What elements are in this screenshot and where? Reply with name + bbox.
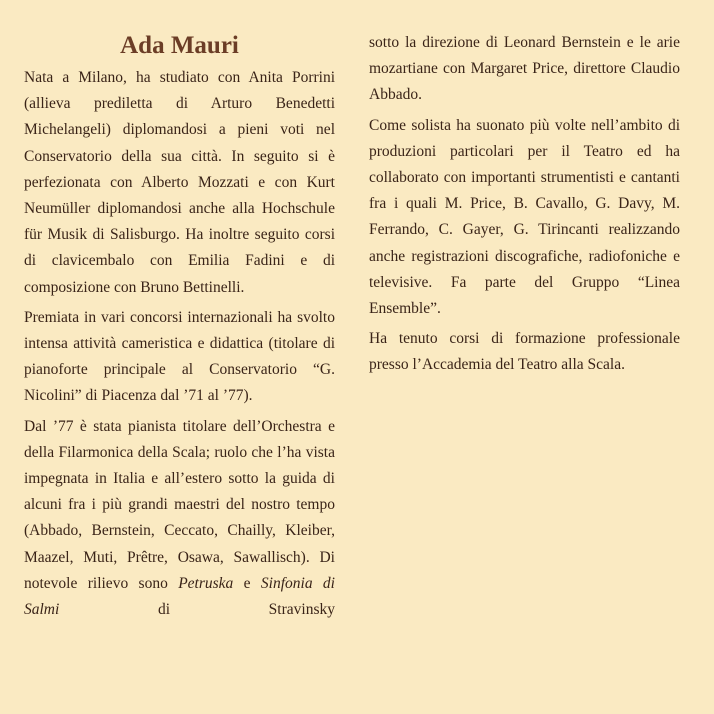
bio-paragraph-4: sotto la direzione di Leonard Bernstein e le arie mozartiane con Margaret Price, direttore Claudio Abbado.: [369, 34, 680, 104]
bio-paragraph-1: Nata a Milano, ha studiato con Anita Porrini (allieva prediletta di Arturo Benedetti Michelangeli) diplomandosi a pieni voti nel Conservatorio della sua città. In seguito si è perfezionata con Alberto Mozzati e con Kurt Neumüller diplomandosi anche alla Hochschule für Musik di Salisburgo. Ha inoltre seguito corsi di clavicembalo con Emilia Fadini e di composizione con Bruno Bettinelli.: [24, 69, 335, 296]
work-title-petruska: Petruska: [178, 574, 234, 592]
work-title-sinfonia: Sinfonia di Salmi: [24, 574, 335, 619]
bio-paragraph-5: Come solista ha suonato più volte nell’ambito di produzioni particolari per il Teatro ed ha collaborato con importanti strumentisti e cantanti fra i quali M. Price, B. Cavallo, G. Davy, M. Ferrando, C. Gayer, G. Tirincanti realizzando anche registrazioni discografiche, radiofoniche e televisive. Fa parte del Gruppo “Linea Ensemble”.: [369, 116, 680, 318]
bio-paragraph-2: Premiata in vari concorsi internazionali ha svolto intensa attività cameristica e didattica (titolare di pianoforte principale al Conservatorio “G. Nicolini” di Piacenza dal ’71 al ’77).: [24, 308, 335, 405]
composer-text: di Stravinsky: [157, 601, 335, 619]
page-title: Ada Mauri: [120, 32, 239, 59]
bio-paragraph-6: Ha tenuto corsi di formazione professionale presso l’Accademia del Teatro alla Scala.: [369, 330, 680, 374]
conjunction: e: [243, 574, 251, 592]
right-column: [369, 30, 680, 383]
bio-paragraph-3: [24, 414, 335, 624]
bio-paragraph-3-text: Dal ’77 è stata pianista titolare dell’Orchestra e della Filarmonica della Scala; ruolo che l’ha vista impegnata in Italia e all’estero sotto la guida di alcuni fra i più grandi maestri del nostro tempo (Abbado, Bernstein, Ceccato, Chailly, Kleiber, Maazel, Muti, Prêtre, Osawa, Sawallisch). Di notevole rilievo sono: [24, 417, 335, 592]
left-column: [24, 30, 335, 627]
